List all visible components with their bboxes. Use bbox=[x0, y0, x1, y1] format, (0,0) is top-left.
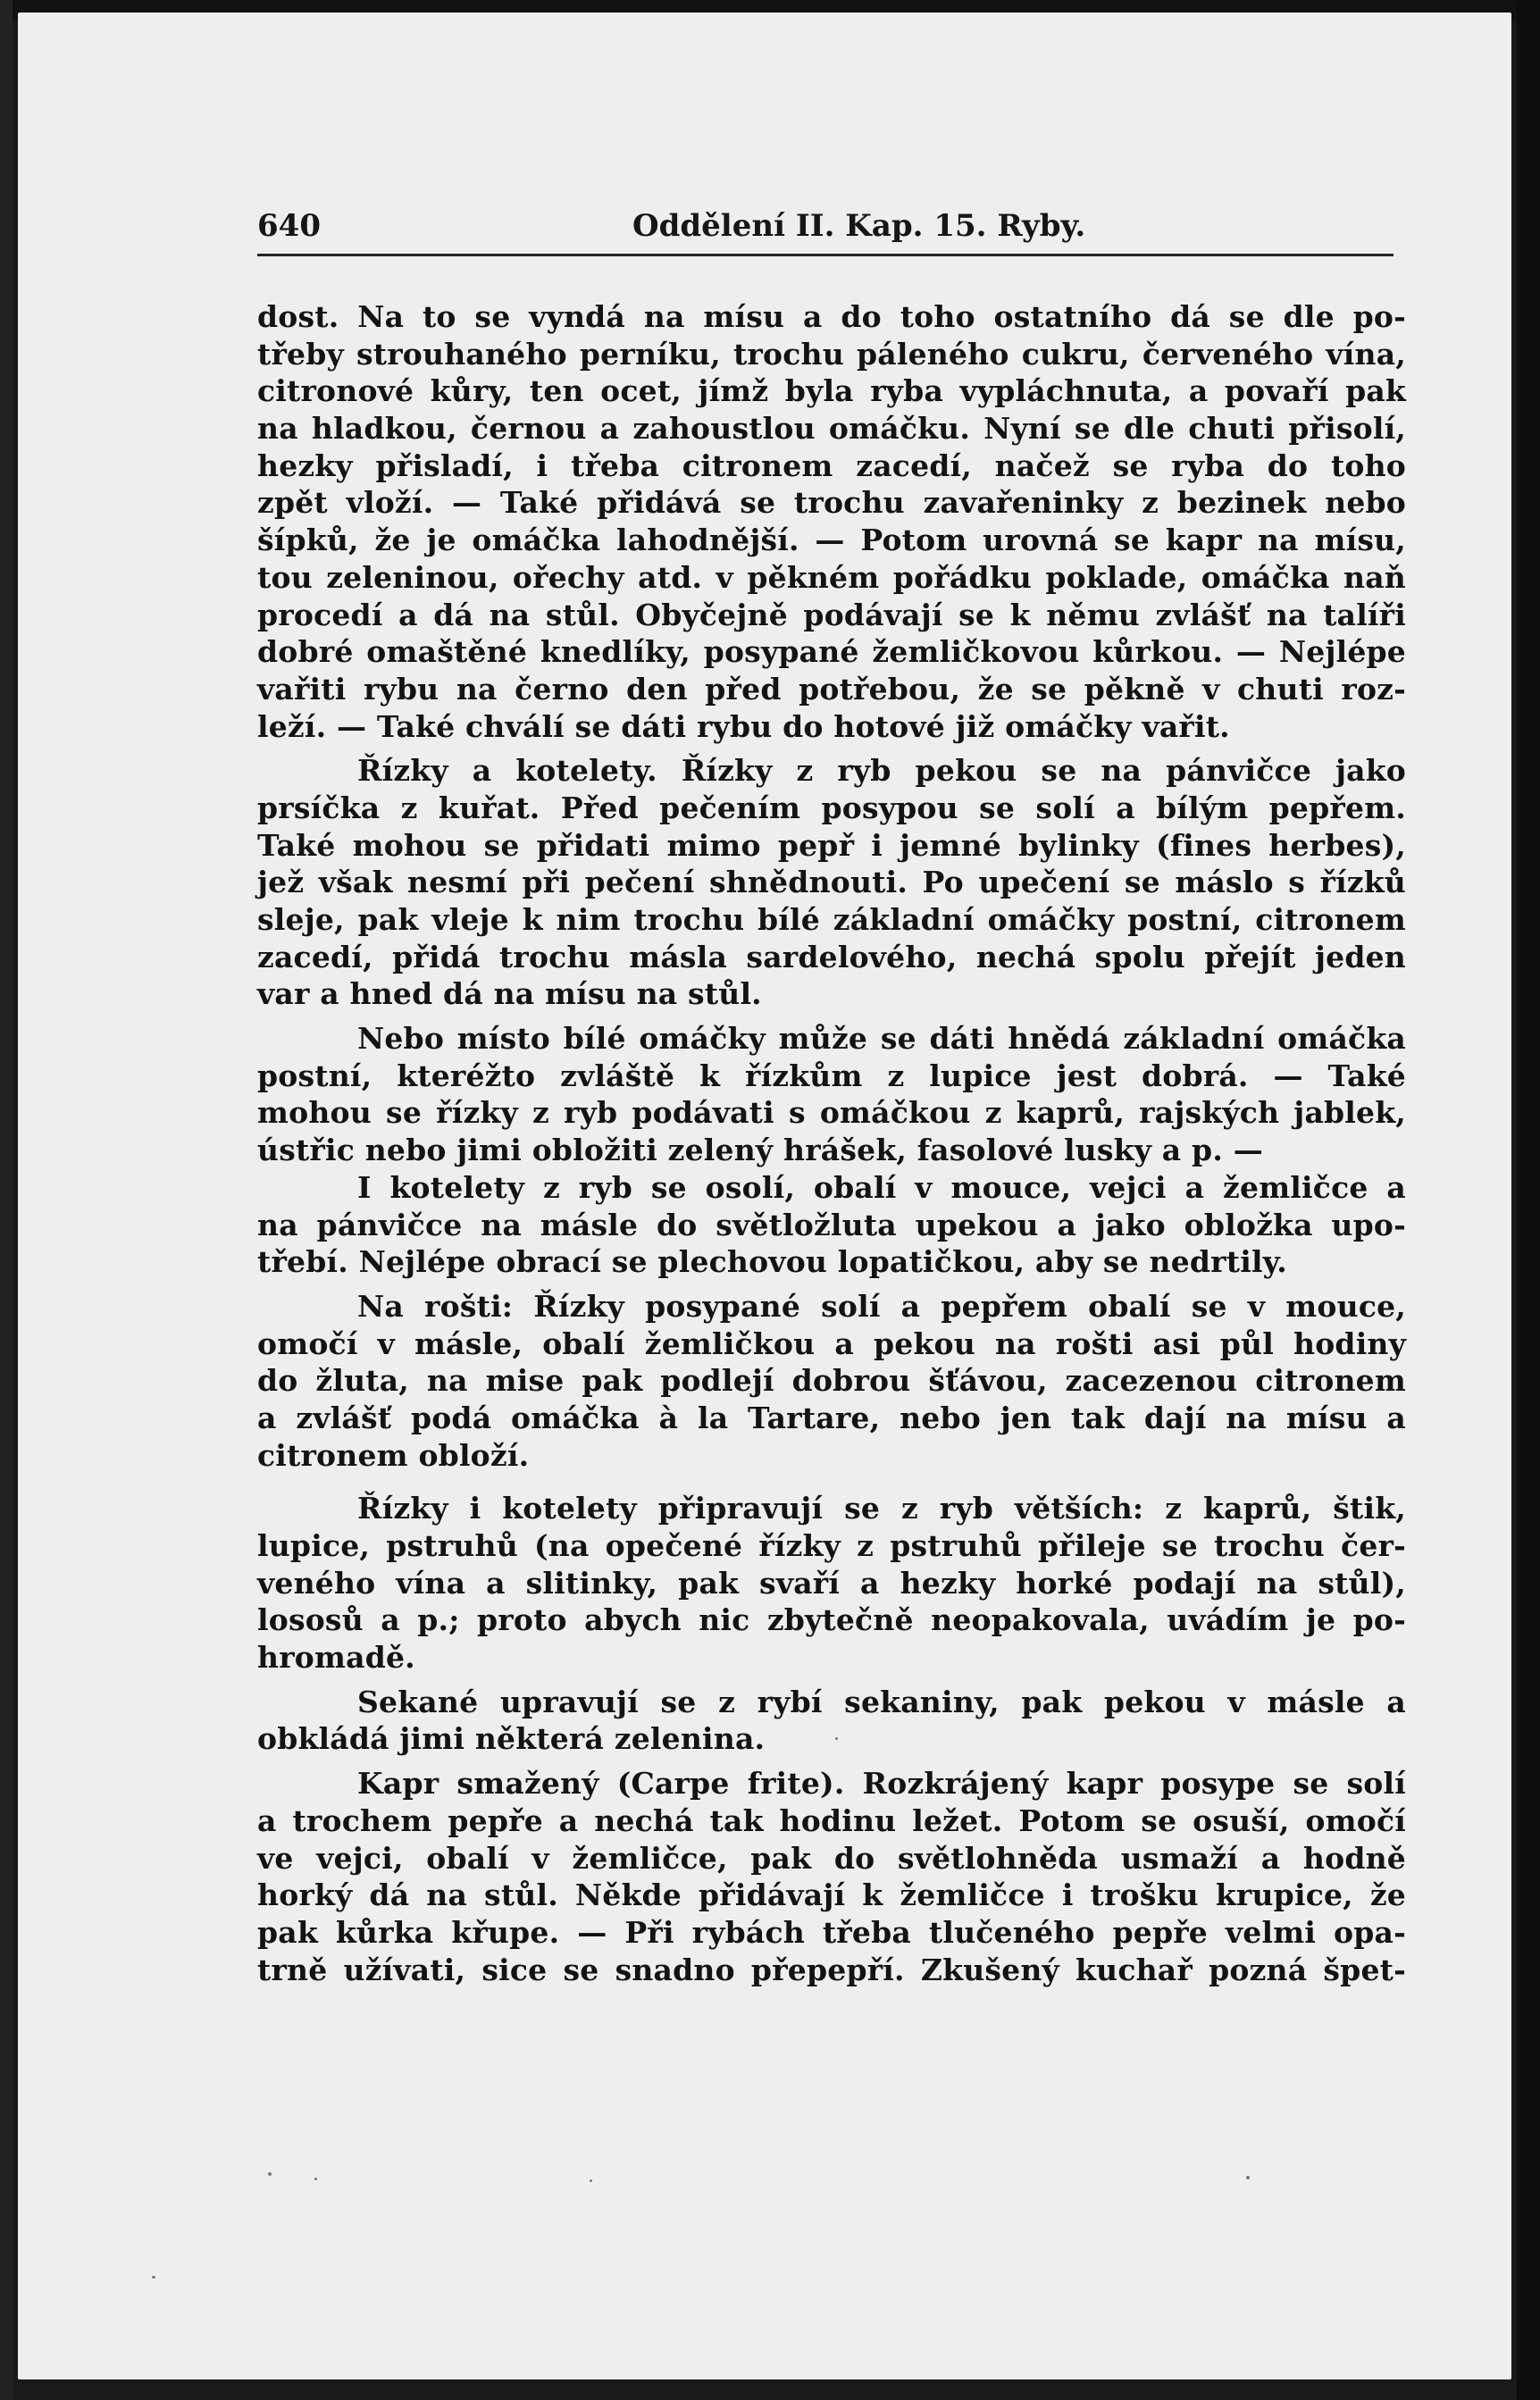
text-line: citronové kůry, ten ocet, jímž byla ryba vypláchnuta, a povaří pak bbox=[257, 373, 1406, 409]
text-line-heading-rizky: Řízky a kotelety. Řízky z ryb pekou se na pánvičce jako bbox=[357, 753, 1406, 789]
text-line: třeby strouhaného perníku, trochu páleného cukru, červeného vína, bbox=[257, 336, 1406, 372]
text-line: leží. — Také chválí se dáti rybu do hotové již omáčky vařit. bbox=[257, 708, 1230, 744]
text-line: vařiti rybu na černo den před potřebou, že se pěkně v chuti roz- bbox=[257, 671, 1406, 707]
text-line: horký dá na stůl. Někde přidávají k žemličce i trošku krupice, že bbox=[257, 1877, 1406, 1913]
text-line: dost. Na to se vyndá na mísu a do toho ostatního dá se dle po- bbox=[257, 299, 1406, 334]
page-number: 640 bbox=[257, 208, 321, 244]
text-line: omočí v másle, obalí žemličkou a pekou na rošti asi půl hodiny bbox=[257, 1325, 1406, 1361]
text-line: prsíčka z kuřat. Před pečením posypou se solí a bílým pepřem. bbox=[257, 790, 1406, 825]
scan-speck bbox=[835, 1737, 838, 1740]
text-line: hromadě. bbox=[257, 1640, 415, 1676]
text-line: Nebo místo bílé omáčky může se dáti hnědá základní omáčka bbox=[357, 1021, 1406, 1057]
scan-border-left bbox=[0, 0, 13, 2400]
text-line: na pánvičce na másle do světložluta upekou a jako obložka upo- bbox=[257, 1207, 1406, 1242]
text-line: ve vejci, obalí v žemličce, pak do světlohněda usmaží a hodně bbox=[257, 1840, 1406, 1876]
text-line: trně užívati, sice se snadno přepepří. Zkušený kuchař pozná špet- bbox=[257, 1952, 1406, 1987]
text-line: a zvlášť podá omáčka à la Tartare, nebo jen tak dají na mísu a bbox=[257, 1400, 1406, 1435]
scan-speck bbox=[590, 2179, 592, 2182]
text-line: hezky přisladí, i třeba citronem zacedí, načež se ryba do toho bbox=[257, 447, 1406, 483]
text-line: var a hned dá na mísu na stůl. bbox=[257, 976, 762, 1012]
text-line: veného vína a slitinky, pak svaří a hezky horké podají na stůl), bbox=[257, 1565, 1406, 1601]
text-line: tou zeleninou, ořechy atd. v pěkném pořádku poklade, omáčka naň bbox=[257, 559, 1406, 595]
text-line-heading-na-rosti: Na rošti: Řízky posypané solí a pepřem obalí se v mouce, bbox=[357, 1288, 1406, 1324]
text-line: zacedí, přidá trochu másla sardelového, nechá spolu přejít jeden bbox=[257, 939, 1406, 974]
scan-border-right bbox=[1517, 0, 1540, 2400]
text-line: zpět vloží. — Také přidává se trochu zavařeninky z bezinek nebo bbox=[257, 485, 1406, 521]
running-head: Oddělení II. Kap. 15. Ryby. bbox=[632, 208, 1086, 244]
scan-speck bbox=[152, 2276, 155, 2279]
text-line: do žluta, na mise pak podlejí dobrou šťávou, zacezenou citronem bbox=[257, 1363, 1406, 1399]
text-line: ústřic nebo jimi obložiti zelený hrášek, fasolové lusky a p. — bbox=[257, 1133, 1263, 1168]
text-line: lososů a p.; proto abych nic zbytečně neopakovala, uvádím je po- bbox=[257, 1602, 1406, 1638]
text-line-heading-sekane: Sekané upravují se z rybí sekaniny, pak pekou v másle a bbox=[357, 1684, 1406, 1719]
scan-speck bbox=[1246, 2176, 1250, 2179]
scan-speck bbox=[268, 2172, 272, 2176]
text-line: sleje, pak vleje k nim trochu bílé základní omáčky postní, citronem bbox=[257, 902, 1406, 937]
text-line: lupice, pstruhů (na opečené řízky z pstruhů přileje se trochu čer- bbox=[257, 1528, 1406, 1563]
text-line: na hladkou, černou a zahoustlou omáčku. Nyní se dle chuti přisolí, bbox=[257, 411, 1406, 447]
body-text bbox=[257, 298, 1406, 1988]
text-line: jež však nesmí při pečení shnědnouti. Po upečení se máslo s řízků bbox=[257, 865, 1406, 900]
page-header bbox=[257, 208, 1392, 249]
text-line: procedí a dá na stůl. Obyčejně podávají se k němu zvlášť na talíři bbox=[257, 597, 1406, 632]
scan-speck bbox=[314, 2178, 317, 2180]
text-line: pak kůrka křupe. — Při rybách třeba tlučeného pepře velmi opa- bbox=[257, 1914, 1406, 1950]
text-line: a trochem pepře a nechá tak hodinu ležet. Potom se osuší, omočí bbox=[257, 1802, 1406, 1838]
text-line: Řízky i kotelety připravují se z ryb větších: z kaprů, štik, bbox=[357, 1491, 1406, 1526]
text-line: obkládá jimi některá zelenina. bbox=[257, 1721, 766, 1757]
text-line: třebí. Nejlépe obrací se plechovou lopatičkou, aby se nedrtily. bbox=[257, 1244, 1287, 1280]
text-line: dobré omaštěné knedlíky, posypané žemličkovou kůrkou. — Nejlépe bbox=[257, 634, 1406, 670]
text-line-heading-kotelety: I kotelety z ryb se osolí, obalí v mouce, vejci a žemličce a bbox=[357, 1169, 1406, 1205]
text-line-heading-kapr: Kapr smažený (Carpe frite). Rozkrájený kapr posype se solí bbox=[357, 1766, 1406, 1802]
text-line: šípků, že je omáčka lahodnější. — Potom urovná se kapr na mísu, bbox=[257, 523, 1406, 558]
text-line: citronem obloží. bbox=[257, 1437, 530, 1473]
text-line: mohou se řízky z ryb podávati s omáčkou z kaprů, rajských jablek, bbox=[257, 1095, 1406, 1131]
text-line: postní, kteréžto zvláště k řízkům z lupice jest dobrá. — Také bbox=[257, 1058, 1406, 1093]
header-rule bbox=[257, 254, 1394, 256]
text-line: Také mohou se přidati mimo pepř i jemné bylinky (fines herbes), bbox=[257, 827, 1406, 863]
